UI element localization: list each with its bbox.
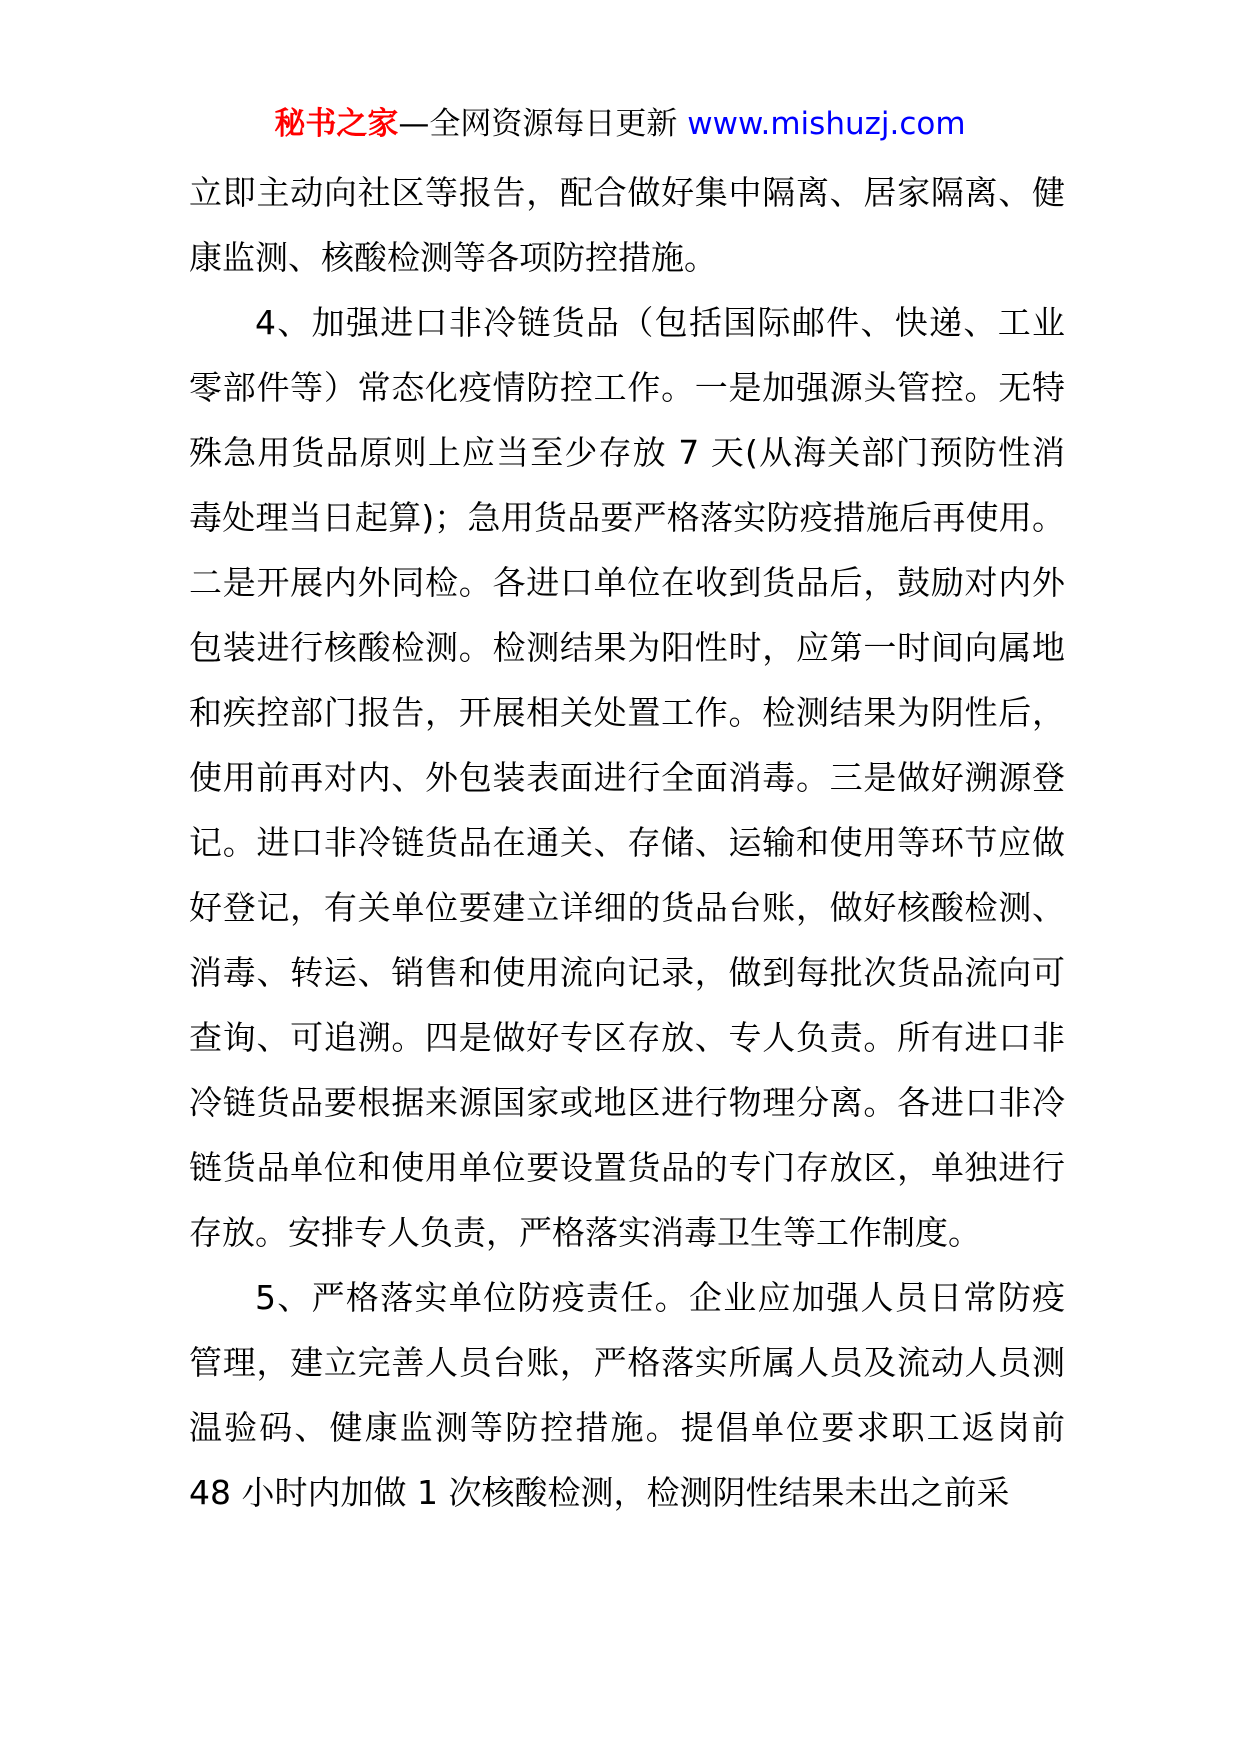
page-header <box>0 102 1240 146</box>
brand-name: 秘书之家 <box>274 106 399 142</box>
paragraph-item-5: 5、严格落实单位防疫责任。企业应加强人员日常防疫管理，建立完善人员台账，严格落实所属人员及流动人员测温验码、健康监测等防控措施。提倡单位要求职工返岗前 48 小时内加做 1 次核酸检测，检测阴性结果未出之前采 <box>189 1278 1065 1512</box>
paragraph-continuation: 立即主动向社区等报告，配合做好集中隔离、居家隔离、健康监测、核酸检测等各项防控措施。 <box>189 173 1065 277</box>
header-tagline: —全网资源每日更新 <box>398 106 678 142</box>
paragraph-item-4: 4、加强进口非冷链货品（包括国际邮件、快递、工业零部件等）常态化疫情防控工作。一是加强源头管控。无特殊急用货品原则上应当至少存放 7 天(从海关部门预防性消毒处理当日起算)；急用货品要严格落实防疫措施后再使用。二是开展内外同检。各进口单位在收到货品后，鼓励对内外包装进行核酸检测。检测结果为阳性时，应第一时间向属地和疾控部门报告，开展相关处置工作。检测结果为阴性后，使用前再对内、外包装表面进行全面消毒。三是做好溯源登记。进口非冷链货品在通关、存储、运输和使用等环节应做好登记，有关单位要建立详细的货品台账，做好核酸检测、消毒、转运、销售和使用流向记录，做到每批次货品流向可查询、可追溯。四是做好专区存放、专人负责。所有进口非冷链货品要根据来源国家或地区进行物理分离。各进口非冷链货品单位和使用单位要设置货品的专门存放区，单独进行存放。安排专人负责，严格落实消毒卫生等工作制度。 <box>189 303 1065 1252</box>
document-body <box>189 160 1065 1525</box>
header-url-link[interactable]: www.mishuzj.com <box>687 106 966 142</box>
